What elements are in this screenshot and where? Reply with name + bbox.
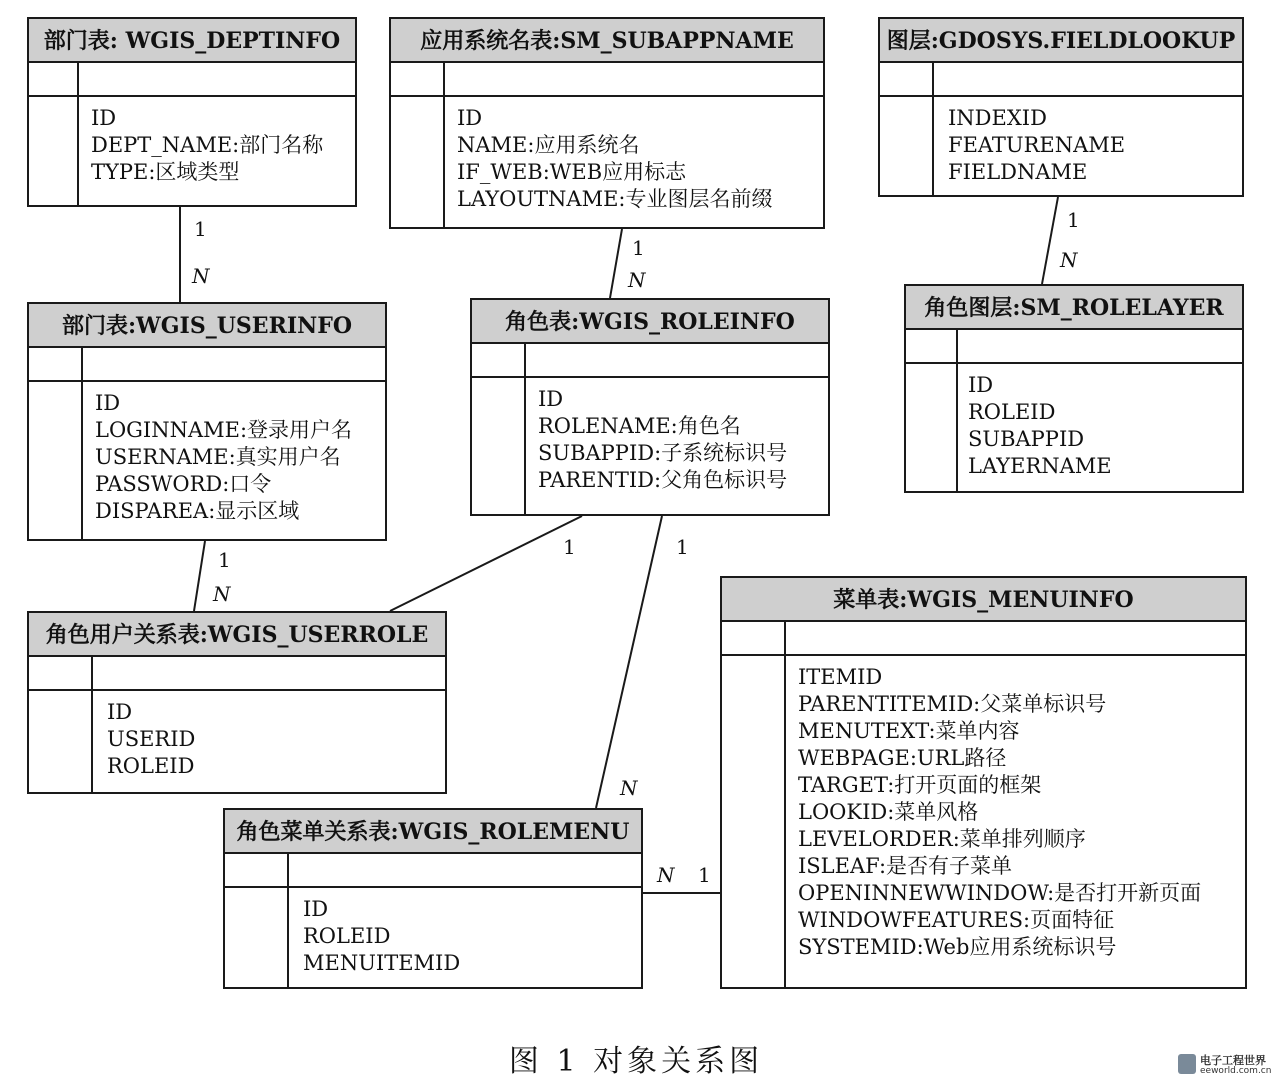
figure-caption: 图 1 对象关系图 xyxy=(508,1044,764,1079)
empty-row xyxy=(722,622,1245,656)
watermark-title: 电子工程世界 xyxy=(1200,1054,1266,1067)
link-roleinfo-userrole xyxy=(390,516,582,611)
entity-roleinfo xyxy=(470,298,830,516)
field: SYSTEMID:Web应用系统标识号 xyxy=(798,935,1117,959)
field: DEPT_NAME:部门名称 xyxy=(91,133,324,157)
field: LOGINNAME:登录用户名 xyxy=(95,418,353,442)
cardinality-many: N xyxy=(620,776,638,800)
link-subappname-roleinfo xyxy=(610,229,622,298)
field: ROLENAME:角色名 xyxy=(538,414,741,438)
field-list xyxy=(722,656,1245,961)
column-divider xyxy=(287,854,289,987)
entity-title: 部门表: WGIS_DEPTINFO xyxy=(29,19,355,63)
entity-userinfo xyxy=(27,302,387,541)
column-divider xyxy=(956,330,958,491)
field: FIELDNAME xyxy=(948,160,1088,184)
field: WINDOWFEATURES:页面特征 xyxy=(798,908,1115,932)
cardinality-many: N xyxy=(628,268,646,292)
field: DISPAREA:显示区域 xyxy=(95,499,300,523)
entity-rolelayer xyxy=(904,284,1244,493)
field: ID xyxy=(968,373,994,397)
field: ROLEID xyxy=(968,400,1056,424)
field: TYPE:区域类型 xyxy=(91,160,240,184)
link-roleinfo-rolemenu xyxy=(596,516,662,808)
field: USERID xyxy=(107,727,196,751)
field: ROLEID xyxy=(303,924,391,948)
field: ID xyxy=(303,897,329,921)
field: LEVELORDER:菜单排列顺序 xyxy=(798,827,1086,851)
field: SUBAPPID:子系统标识号 xyxy=(538,441,788,465)
link-userinfo-userrole xyxy=(194,541,205,611)
field: IF_WEB:WEB应用标志 xyxy=(457,160,687,184)
cardinality-many: N xyxy=(213,582,231,606)
field: ITEMID xyxy=(798,665,883,689)
column-divider xyxy=(91,657,93,792)
entity-subappname xyxy=(389,17,825,229)
entity-title: 角色菜单关系表:WGIS_ROLEMENU xyxy=(225,810,641,854)
field: LAYOUTNAME:专业图层名前缀 xyxy=(457,187,773,211)
column-divider xyxy=(443,63,445,227)
field-list xyxy=(880,97,1242,186)
cardinality-one: 1 xyxy=(698,863,711,887)
entity-title: 菜单表:WGIS_MENUINFO xyxy=(722,578,1245,622)
field: SUBAPPID xyxy=(968,427,1085,451)
field: INDEXID xyxy=(948,106,1047,130)
field: MENUITEMID xyxy=(303,951,461,975)
empty-row xyxy=(880,63,1242,97)
entity-deptinfo xyxy=(27,17,357,207)
field: ROLEID xyxy=(107,754,195,778)
entity-title: 应用系统名表:SM_SUBAPPNAME xyxy=(391,19,823,63)
field: MENUTEXT:菜单内容 xyxy=(798,719,1020,743)
watermark-logo xyxy=(1178,1052,1272,1082)
cardinality-many: N xyxy=(657,863,675,887)
entity-userrole xyxy=(27,611,447,794)
watermark-url: eeworld.com.cn xyxy=(1200,1066,1272,1076)
cardinality-one: 1 xyxy=(632,236,645,260)
entity-title: 部门表:WGIS_USERINFO xyxy=(29,304,385,348)
entity-menuinfo xyxy=(720,576,1247,989)
cardinality-many: N xyxy=(192,264,210,288)
entity-title: 角色用户关系表:WGIS_USERROLE xyxy=(29,613,445,657)
column-divider xyxy=(524,344,526,514)
cardinality-one: 1 xyxy=(676,535,689,559)
entity-fieldlookup xyxy=(878,17,1244,197)
field: ID xyxy=(538,387,564,411)
entity-rolemenu xyxy=(223,808,643,989)
field: PARENTITEMID:父菜单标识号 xyxy=(798,692,1107,716)
field: ID xyxy=(91,106,117,130)
field: OPENINNEWWINDOW:是否打开新页面 xyxy=(798,881,1202,905)
cardinality-one: 1 xyxy=(563,535,576,559)
field: NAME:应用系统名 xyxy=(457,133,640,157)
cardinality-one: 1 xyxy=(194,217,207,241)
field: ID xyxy=(95,391,121,415)
eeworld-logo-icon xyxy=(1178,1054,1196,1074)
field: PASSWORD:口令 xyxy=(95,472,272,496)
cardinality-one: 1 xyxy=(218,548,231,572)
field: LOOKID:菜单风格 xyxy=(798,800,979,824)
field: ISLEAF:是否有子菜单 xyxy=(798,854,1013,878)
field: LAYERNAME xyxy=(968,454,1112,478)
field: ID xyxy=(107,700,133,724)
field: WEBPAGE:URL路径 xyxy=(798,746,1007,770)
entity-title: 角色表:WGIS_ROLEINFO xyxy=(472,300,828,344)
cardinality-many: N xyxy=(1060,248,1078,272)
entity-title: 图层:GDOSYS.FIELDLOOKUP xyxy=(880,19,1242,63)
field: ID xyxy=(457,106,483,130)
field: TARGET:打开页面的框架 xyxy=(798,773,1042,797)
link-fieldlookup-rolelayer xyxy=(1042,197,1058,284)
cardinality-one: 1 xyxy=(1067,208,1080,232)
column-divider xyxy=(81,348,83,539)
column-divider xyxy=(77,63,79,205)
entity-title: 角色图层:SM_ROLELAYER xyxy=(906,286,1242,330)
field: PARENTID:父角色标识号 xyxy=(538,468,788,492)
field: USERNAME:真实用户名 xyxy=(95,445,341,469)
column-divider xyxy=(932,63,934,195)
field: FEATURENAME xyxy=(948,133,1126,157)
column-divider xyxy=(784,622,786,987)
empty-row xyxy=(391,63,823,97)
field-list xyxy=(391,97,823,213)
